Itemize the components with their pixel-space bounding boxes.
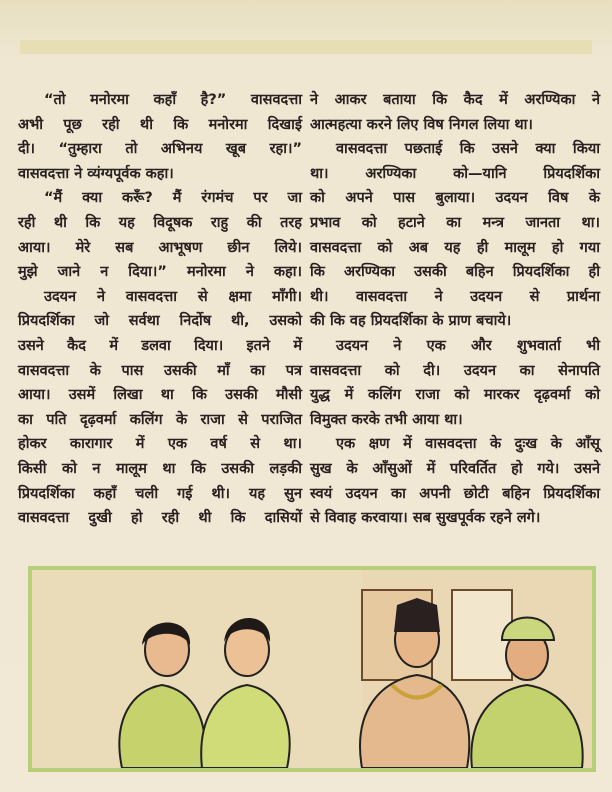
text-line: वासवदत्ता ने व्यंग्यपूर्वक कहा। <box>18 165 174 182</box>
text-line: वासवदत्ता पछताई कि उसने क्या किया <box>336 141 600 158</box>
text-line: “तो मनोरमा कहाँ है?” वासवदत्ता <box>44 92 302 108</box>
text-line: अभी पूछ रही थी कि मनोरमा दिखाई <box>18 116 302 133</box>
text-line: आत्महत्या करने लिए विष निगल लिया था। <box>310 116 533 133</box>
text-line: ने आकर बताया कि कैद में अरण्यिका ने <box>310 92 600 108</box>
text-line: विमुक्त करके तभी आया था। <box>310 411 463 428</box>
illustration-panel <box>28 566 596 772</box>
text-line: था। अरण्यिका को—यानि प्रियदर्शिका <box>310 165 600 182</box>
text-line: प्रियदर्शिका कहाँ चली गई थी। यह सुन <box>18 485 302 502</box>
text-line: कि अरण्यिका उसकी बहिन प्रियदर्शिका ही <box>310 264 600 281</box>
text-line: दी। “तुम्हारा तो अभिनय खूब रहा।” <box>18 141 302 158</box>
text-line: प्रभाव को हटाने का मन्त्र जानता था। <box>310 214 600 231</box>
text-line: उसने कैद में डलवा दिया। इतने में <box>18 337 302 354</box>
text-line: किसी को न मालूम था कि उसकी लड़की <box>18 460 302 477</box>
text-line: उदयन ने वासवदत्ता से क्षमा माँगी। <box>44 288 302 305</box>
text-line: थी। वासवदत्ता ने उदयन से प्रार्थना <box>310 288 600 305</box>
text-line: प्रियदर्शिका जो सर्वथा निर्दोष थी, उसको <box>18 313 302 330</box>
text-line: होकर कारागार में एक वर्ष से था। <box>18 436 302 453</box>
text-line: उदयन ने एक और शुभवार्ता भी <box>336 337 600 354</box>
text-line: रही थी कि यह विदूषक राहु की तरह <box>18 214 302 231</box>
text-line: का पति दृढ़वर्मा कलिंग के राजा से पराजित <box>18 411 302 428</box>
left-text-column <box>18 88 302 531</box>
text-line: आया। मेरे सब आभूषण छीन लिये। <box>18 239 302 256</box>
text-line: युद्ध में कलिंग राजा को मारकर दृढ़वर्मा को <box>310 387 600 404</box>
text-line: को अपने पास बुलाया। उदयन विष के <box>310 190 600 207</box>
text-line: मुझे जाने न दिया।” मनोरमा ने कहा। <box>18 264 302 281</box>
text-line: “मैं क्या करूँ? मैं रंगमंच पर जा <box>44 190 302 207</box>
text-line: वासवदत्ता दुखी हो रही थी कि दासियों <box>18 510 302 527</box>
faded-header-band <box>20 40 592 54</box>
text-line: आया। उसमें लिखा था कि उसकी मौसी <box>18 387 302 404</box>
text-line: वासवदत्ता को दी। उदयन का सेनापति <box>310 362 600 379</box>
text-line: वासवदत्ता के पास उसकी माँ का पत्र <box>18 362 302 379</box>
text-line: से विवाह करवाया। सब सुखपूर्वक रहने लगे। <box>310 510 541 527</box>
text-line: एक क्षण में वासवदत्ता के दुःख के आँसू <box>336 436 600 453</box>
text-line: की कि वह प्रियदर्शिका के प्राण बचाये। <box>310 313 512 330</box>
right-text-column <box>310 88 600 531</box>
text-line: स्वयं उदयन का अपनी छोटी बहिन प्रियदर्शिका <box>310 485 600 502</box>
illustration-scene <box>32 570 592 768</box>
text-line: सुख के आँसुओं में परिवर्तित हो गये। उसने <box>310 460 600 477</box>
text-line: वासवदत्ता को अब यह ही मालूम हो गया <box>310 239 600 256</box>
